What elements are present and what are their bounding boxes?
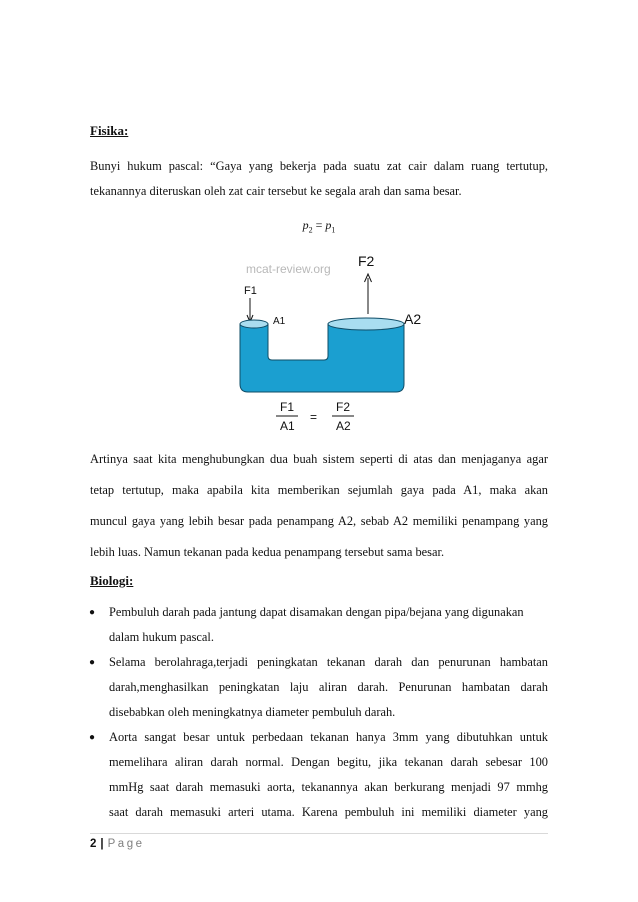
label-a1: A1	[273, 316, 286, 327]
small-piston-surface	[240, 320, 268, 328]
watermark-text: mcat-review.org	[246, 262, 331, 276]
paragraph-line: tetap tertutup, maka apabila kita memberikan sejumlah gaya pada A1, maka akan	[90, 483, 548, 497]
paragraph-line: Bunyi hukum pascal: “Gaya yang bekerja pada suatu zat cair dalam ruang tertutup,	[90, 159, 548, 173]
list-item-line: darah,menghasilkan peningkatan laju aliran darah. Penurunan hambatan darah	[109, 680, 548, 694]
list-item-line: Selama berolahraga,terjadi peningkatan tekanan darah dan penurunan hambatan	[109, 655, 548, 669]
formula-sub-right: 1	[331, 225, 336, 235]
list-item	[90, 650, 548, 725]
large-piston-surface	[328, 318, 404, 330]
bullet-icon: ●	[89, 607, 96, 618]
footer-divider	[90, 833, 548, 834]
list-item-line: Pembuluh darah pada jantung dapat disamakan dengan pipa/bejana yang digunakan	[109, 605, 524, 619]
page-footer	[90, 838, 144, 850]
label-f1: F1	[244, 285, 257, 297]
list-item-line: mmHg saat darah memasuki aorta, tekanannya akan berkurang menjadi 97 mmhg	[109, 780, 548, 794]
formula-p-right: p	[325, 218, 332, 232]
eq-denominator-left: A1	[280, 419, 295, 433]
list-item-line: dalam hukum pascal.	[109, 630, 214, 644]
paragraph-line: tekanannya diteruskan oleh zat cair tersebut ke segala arah dan sama besar.	[90, 184, 462, 198]
bullet-icon: ●	[89, 657, 96, 668]
eq-numerator-right: F2	[336, 400, 351, 414]
paragraph-line: muncul gaya yang lebih besar pada penampang A2, sebab A2 memiliki penampang yang	[90, 514, 548, 528]
fisika-paragraph-1	[90, 154, 548, 204]
eq-numerator-left: F1	[280, 400, 295, 414]
fisika-heading: Fisika:	[90, 123, 129, 138]
list-item-line: memelihara aliran darah normal. Dengan begitu, jika tekanan darah sebesar 100	[109, 755, 548, 769]
hydraulic-press-diagram	[230, 244, 430, 440]
formula-equals: =	[312, 218, 326, 232]
biologi-heading: Biologi:	[90, 573, 134, 588]
bullet-icon: ●	[89, 732, 96, 743]
page-number: 2	[90, 838, 97, 850]
formula-p-left: p	[302, 218, 309, 232]
list-item-line: Aorta sangat besar untuk perbedaan tekanan hanya 3mm yang dibutuhkan untuk	[109, 730, 548, 744]
paragraph-line: lebih luas. Namun tekanan pada kedua penampang tersebut sama besar.	[90, 545, 445, 559]
fluid-vessel	[240, 324, 404, 392]
list-item	[90, 725, 548, 825]
biologi-bullet-list	[90, 600, 548, 825]
eq-denominator-right: A2	[336, 419, 351, 433]
list-item	[90, 600, 548, 650]
eq-sign: =	[310, 410, 318, 424]
fisika-paragraph-2	[90, 444, 548, 568]
footer-separator: |	[100, 838, 104, 850]
list-item-line: disebabkan oleh meningkatnya diameter pembuluh darah.	[109, 705, 396, 719]
pascal-formula	[0, 218, 638, 234]
label-a2: A2	[404, 311, 422, 327]
paragraph-line: Artinya saat kita menghubungkan dua buah sistem seperti di atas dan menjaganya agar	[90, 452, 548, 466]
formula-sub-left: 2	[308, 225, 313, 235]
label-f2: F2	[358, 253, 375, 269]
page-label: Page	[107, 838, 145, 850]
list-item-line: saat darah memasuki arteri utama. Karena pembuluh ini memiliki diameter yang	[109, 805, 548, 819]
